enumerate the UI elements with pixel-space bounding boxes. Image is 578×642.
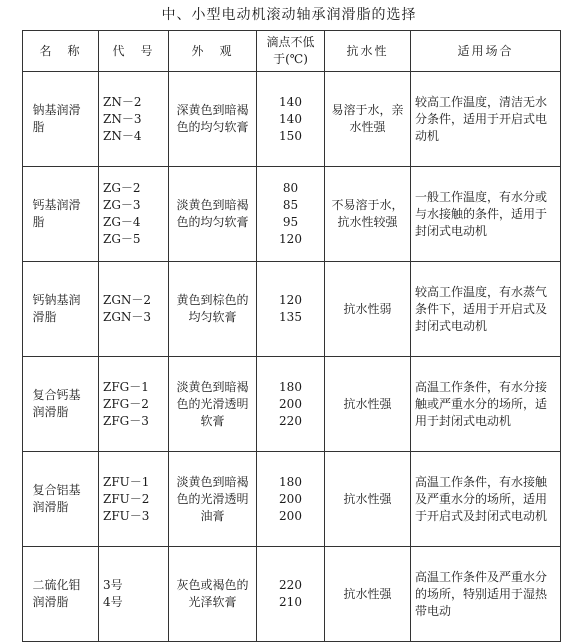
grease-water-resistance: 易溶于水，亲水性强 xyxy=(325,72,411,167)
table-title: 中、小型电动机滚动轴承润滑脂的选择 xyxy=(161,7,417,23)
grease-name: 钙钠基润滑脂 xyxy=(32,293,81,324)
header-row xyxy=(23,31,561,72)
grease-water-resistance: 不易溶于水，抗水性较强 xyxy=(325,167,411,262)
grease-water-resistance: 抗水性弱 xyxy=(325,262,411,357)
grease-water-resistance: 抗水性强 xyxy=(325,452,411,547)
header-name: 名 称 xyxy=(23,31,99,72)
table-row xyxy=(23,452,561,547)
grease-codes: ZFU－1 ZFU－2 ZFU－3 xyxy=(99,452,169,547)
header-appearance: 外 观 xyxy=(169,31,257,72)
table-row xyxy=(23,72,561,167)
grease-selection-table xyxy=(22,30,561,642)
grease-application: 高温工作条件，有水接触及严重水分的场所，适用于开启式及封闭式电动机 xyxy=(411,452,561,547)
grease-drop-points: 180 200 200 xyxy=(257,452,325,547)
grease-drop-points: 140 140 150 xyxy=(257,72,325,167)
grease-name: 复合铝基润滑脂 xyxy=(32,483,81,514)
grease-application: 较高工作温度，清洁无水分条件，适用于开启式电动机 xyxy=(411,72,561,167)
grease-application: 高温工作条件，有水分接触或严重水分的场所，适用于封闭式电动机 xyxy=(411,357,561,452)
grease-codes: ZGN－2 ZGN－3 xyxy=(99,262,169,357)
table-row xyxy=(23,547,561,642)
grease-drop-points: 80 85 95 120 xyxy=(257,167,325,262)
header-code: 代 号 xyxy=(99,31,169,72)
grease-name: 钠基润滑脂 xyxy=(32,103,81,134)
grease-name: 钙基润滑脂 xyxy=(32,198,81,229)
grease-drop-points: 220 210 xyxy=(257,547,325,642)
grease-application: 一般工作温度，有水分或与水接触的条件，适用于封闭式电动机 xyxy=(411,167,561,262)
grease-drop-points: 120 135 xyxy=(257,262,325,357)
grease-drop-points: 180 200 220 xyxy=(257,357,325,452)
grease-water-resistance: 抗水性强 xyxy=(325,357,411,452)
table-row xyxy=(23,167,561,262)
grease-appearance: 深黄色到暗褐色的均匀软膏 xyxy=(169,72,257,167)
grease-name: 复合钙基润滑脂 xyxy=(32,388,81,419)
header-water-resistance: 抗水性 xyxy=(325,31,411,72)
grease-appearance: 淡黄色到暗褐色的光滑透明油膏 xyxy=(169,452,257,547)
grease-codes: ZN－2 ZN－3 ZN－4 xyxy=(99,72,169,167)
grease-water-resistance: 抗水性强 xyxy=(325,547,411,642)
grease-appearance: 灰色或褐色的光泽软膏 xyxy=(169,547,257,642)
header-drop-point: 滴点不低于(℃) xyxy=(257,31,325,72)
grease-appearance: 黄色到棕色的均匀软膏 xyxy=(169,262,257,357)
grease-codes: 3号 4号 xyxy=(99,547,169,642)
grease-appearance: 淡黄色到暗褐色的光滑透明软膏 xyxy=(169,357,257,452)
grease-application: 较高工作温度，有水蒸气条件下，适用于开启式及封闭式电动机 xyxy=(411,262,561,357)
grease-codes: ZFG－1 ZFG－2 ZFG－3 xyxy=(99,357,169,452)
header-application: 适用场合 xyxy=(411,31,561,72)
grease-codes: ZG－2 ZG－3 ZG－4 ZG－5 xyxy=(99,167,169,262)
grease-appearance: 淡黄色到暗褐色的均匀软膏 xyxy=(169,167,257,262)
table-row xyxy=(23,262,561,357)
grease-name: 二硫化钼润滑脂 xyxy=(32,578,81,609)
grease-application: 高温工作条件及严重水分的场所，特别适用于湿热带电动 xyxy=(411,547,561,642)
table-row xyxy=(23,357,561,452)
